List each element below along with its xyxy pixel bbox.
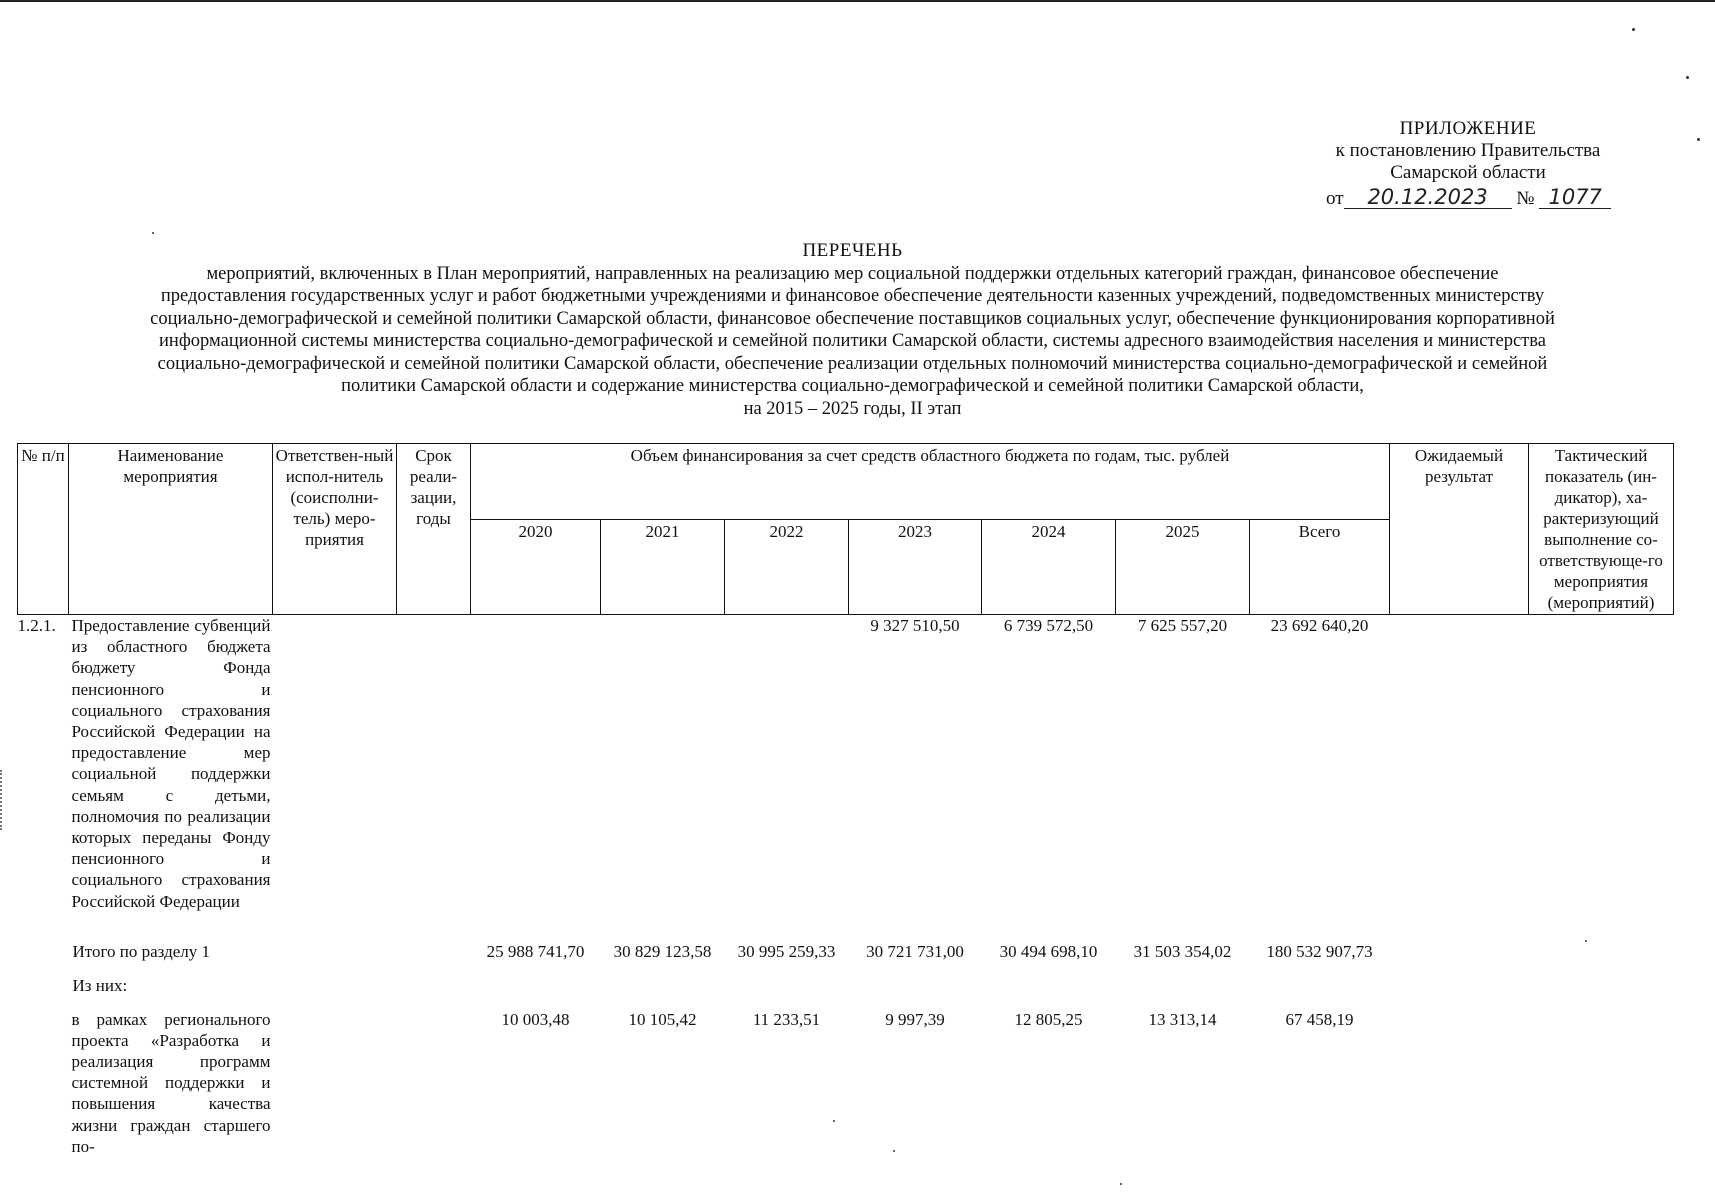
- row-name: Предоставление субвенций из областного бюджета бюджету Фонда пенсионного и социального страхования Российской Федерации на предоставление мер социальной поддержки семьям с детьми, полномочия по реализации которых переданы Фонду пенсионного и социального страхования Российской Федерации: [71, 616, 271, 911]
- row-number: [18, 975, 69, 1005]
- value-2021: 10 105,42: [628, 1009, 697, 1029]
- row-name: в рамках регионального проекта «Разработка и реализация программ системной поддержки и повышения качества жизни граждан старшего по-: [71, 1009, 271, 1156]
- value-2024: 12 805,25: [1014, 1009, 1083, 1029]
- appendix-title: ПРИЛОЖЕНИЕ: [1399, 118, 1537, 139]
- row-number: 1.2.1.: [17, 616, 56, 635]
- value-2020: [471, 615, 601, 941]
- scan-speck: [1120, 1183, 1122, 1185]
- from-label: от: [1326, 188, 1344, 209]
- value-2023: 30 721 731,00: [866, 941, 964, 961]
- value-total: 23 692 640,20: [1270, 616, 1369, 635]
- value-2024: 30 494 698,10: [999, 941, 1098, 961]
- value-2024: [982, 975, 1116, 1005]
- header-year: 2022: [725, 520, 849, 615]
- value-total: 67 458,19: [1285, 1009, 1354, 1029]
- appendix-date-line: [1318, 186, 1618, 210]
- value-2022: [725, 975, 849, 1005]
- header-funding: Объем финансирования за счет средств областного бюджета по годам, тыс. рублей: [471, 444, 1390, 520]
- value-2022: 11 233,51: [752, 1009, 821, 1029]
- value-2025: [1116, 975, 1250, 1005]
- scan-speck: [152, 232, 154, 234]
- value-2023: [849, 975, 982, 1005]
- appendix-line-2: Самарской области: [1390, 162, 1546, 183]
- handwritten-date: 20.12.2023: [1344, 186, 1512, 209]
- value-total: [1250, 975, 1390, 1005]
- heading-line-6: политики Самарской области и содержание министерства социально-демографической и семейной политики Самарской области,: [341, 376, 1364, 396]
- value-2025: 7 625 557,20: [1137, 616, 1228, 635]
- header-year: 2023: [849, 520, 982, 615]
- header-year: 2021: [601, 520, 725, 615]
- header-result: Ожидаемый результат: [1390, 444, 1529, 615]
- header-no: № п/п: [18, 444, 69, 615]
- document-heading: [60, 240, 1645, 420]
- heading-line-1: мероприятий, включенных в План мероприятий, направленных на реализацию мер социальной поддержки отдельных категорий граждан, финансовое обеспечение: [206, 263, 1499, 284]
- document-title: ПЕРЕЧЕНЬ: [802, 240, 903, 261]
- handwritten-number: 1077: [1539, 186, 1611, 209]
- scan-speck: [1632, 28, 1635, 31]
- header-year: 2020: [471, 520, 601, 615]
- value-2022: 30 995 259,33: [737, 941, 836, 961]
- row-name: Итого по разделу 1: [72, 941, 211, 961]
- heading-line-5: социально-демографической и семейной политики Самарской области, обеспечение реализации отдельных полномочий министерства социально-демографической и семейной: [157, 353, 1548, 374]
- row-number: [18, 941, 69, 975]
- heading-line-2: предоставления государственных услуг и работ бюджетными учреждениями и финансовое обеспечение деятельности казенных учреждений, подведомственных министерству: [160, 286, 1545, 306]
- heading-line-4: информационной системы министерства социально-демографической и семейной политики Самарской области, системы адресного взаимодействия населения и министерства: [159, 331, 1546, 351]
- value-2025: 13 313,14: [1148, 1009, 1217, 1029]
- heading-line-3: социально-демографической и семейной политики Самарской области, финансовое обеспечение поставщиков социальных услуг, обеспечение функционирования корпоративной: [150, 308, 1555, 329]
- header-name: Наименование мероприятия: [69, 444, 273, 615]
- header-term: Срок реали-зации, годы: [397, 444, 471, 615]
- header-total: Всего: [1250, 520, 1390, 615]
- value-total: 180 532 907,73: [1266, 941, 1373, 961]
- row-name: Из них:: [72, 975, 128, 995]
- row-number: [18, 1005, 69, 1157]
- value-2023: 9 327 510,50: [870, 616, 960, 635]
- scan-edge-marks: [0, 770, 4, 830]
- value-2023: 9 997,39: [885, 1009, 945, 1029]
- table-row: [18, 941, 1674, 975]
- table-row: [18, 615, 1674, 941]
- scan-speck: [1697, 138, 1700, 141]
- value-2021: [601, 975, 725, 1005]
- value-2022: [725, 615, 849, 941]
- value-2020: [471, 975, 601, 1005]
- table-row: [18, 975, 1674, 1005]
- scan-speck: [1686, 76, 1689, 79]
- header-responsible: Ответствен-ный испол-нитель (соисполни-тель) меро-приятия: [273, 444, 397, 615]
- header-indicator: Тактический показатель (ин-дикатор), ха-рактеризующий выполнение со-ответствующе-го мероприятия (мероприятий): [1529, 444, 1674, 615]
- appendix-block: [1318, 118, 1618, 210]
- value-2020: 25 988 741,70: [486, 941, 585, 961]
- heading-line-7: на 2015 – 2025 годы, II этап: [743, 398, 962, 419]
- header-year: 2024: [982, 520, 1116, 615]
- value-2021: [601, 615, 725, 941]
- header-year: 2025: [1116, 520, 1250, 615]
- value-2021: 30 829 123,58: [613, 941, 712, 961]
- value-2025: 31 503 354,02: [1133, 941, 1232, 961]
- table-row: [18, 1005, 1674, 1157]
- scan-top-border: [0, 0, 1715, 2]
- appendix-line-1: к постановлению Правительства: [1335, 140, 1601, 161]
- number-label: №: [1516, 188, 1535, 209]
- value-2020: 10 003,48: [501, 1009, 570, 1029]
- measures-table: [17, 443, 1674, 1157]
- value-2024: 6 739 572,50: [1003, 616, 1094, 635]
